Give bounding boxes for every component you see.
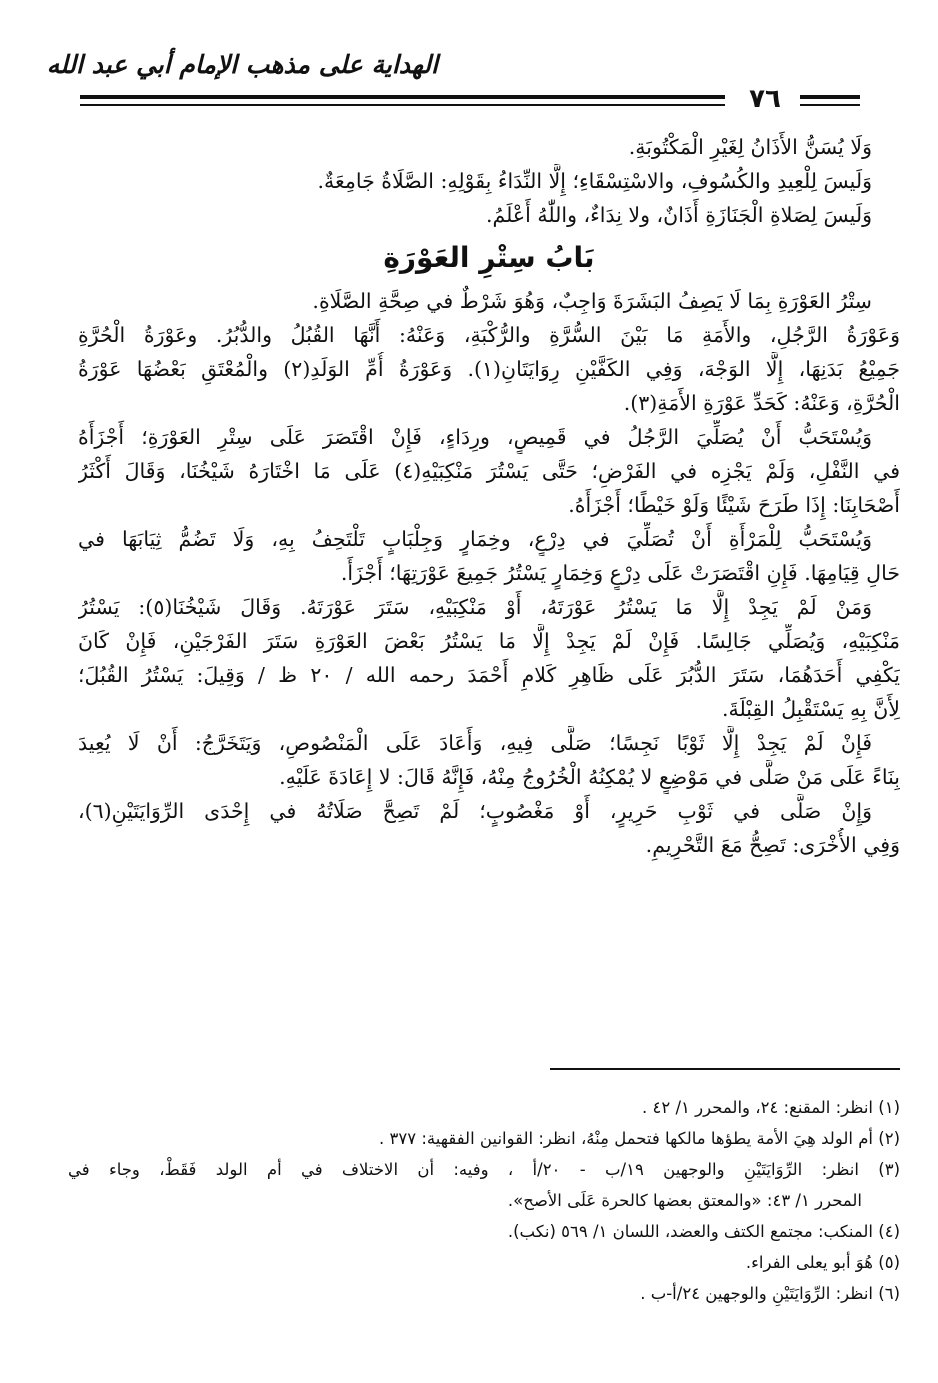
footnote: (٢) أم الولد هِيَ الأمة يطؤها مالكها فتحمل مِنْهُ، انظر: القوانين الفقهية: ٣٧٧ . (379, 1129, 900, 1148)
text-line: وَلَا يُسَنُّ الأَذَانُ لِغَيْرِ الْمَكْتُوبَةِ. (628, 135, 872, 159)
page-number: ٧٦ (749, 84, 781, 114)
text-line: أَصْحَابِنَا: إِذَا طَرَحَ شَيْئًا وَلَوْ خَيْطًا؛ أَجْزَأَهُ. (568, 493, 900, 517)
text-line: وَيُسْتَحَبُّ أَنْ يُصَلِّيَ الرَّجُلُ في قَمِيصٍ، ورِدَاءٍ، فَإِنْ اقْتَصَرَ عَلَى سِتْرِ العَوْرَةِ؛ أَجْزَأَهُ (78, 425, 872, 449)
footnote: (٣) انظر: الرِّوَايَتَيْنِ والوجهين ١٩/ب - ٢٠/أ ، وفيه: أن الاختلاف في أم الولد فَقَطْ، وجاء في (68, 1160, 900, 1179)
paragraph (78, 590, 900, 726)
footnote: (٤) المنكب: مجتمع الكتف والعضد، اللسان ١/ ٥٦٩ (نكب). (507, 1222, 900, 1241)
page-number-rule-bottom (800, 104, 860, 106)
text-line: في النَّفْلِ، وَلَمْ يَجْزِه في الفَرْضِ؛ حَتَّى يَسْتُرَ مَنْكِبَيْهِ(٤) عَلَى مَا اخْتَارَهُ شَيْخُنَا، وَقَالَ أَكْثَرُ (78, 459, 900, 483)
paragraph (78, 284, 900, 318)
text-line: الْحُرَّةِ، وَعَنْهُ: كَحَدِّ عَوْرَةِ الأَمَةِ(٣). (623, 391, 900, 415)
chapter-heading: بَابُ سِتْرِ العَوْرَةِ (383, 241, 595, 274)
footnote: (١) انظر: المقنع: ٢٤، والمحرر ١/ ٤٢ . (641, 1098, 900, 1117)
running-title: الهداية على مذهب الإمام أبي عبد الله (46, 50, 438, 79)
text-line: وَيُسْتَحَبُّ لِلْمَرْأَةِ أَنْ تُصَلِّيَ في دِرْعٍ، وخِمَارٍ وَجِلْبَابٍ تَلْتَحِفُ بِهِ، وَلَا تَضُمُّ ثِيَابَهَا في (78, 527, 872, 551)
text-line: فَإِنْ لَمْ يَجِدْ إِلَّا ثَوْبًا نَجِسًا؛ صَلَّى فِيهِ، وَأَعَادَ عَلَى الْمَنْصُوصِ، وَيَتَخَرَّجُ: أَنْ لَا يُعِيدَ (78, 731, 872, 755)
text-line: مَنْكِبَيْهِ، وَيُصَلِّي جَالِسًا. فَإِنْ لَمْ يَجِدْ إِلَّا مَا يَسْتُرُ بَعْضَ العَوْرَةِ سَتَرَ الفَرْجَيْنِ، فَإِنْ كَانَ (78, 629, 900, 653)
page-number-rule-top (800, 95, 860, 99)
text-line: لِأَنَّ بِهِ يَسْتَقْبِلُ القِبْلَةَ. (721, 697, 900, 721)
text-line: حَالِ قِيَامِهَا. فَإِنِ اقْتَصَرَتْ عَلَى دِرْعٍ وَخِمَارٍ يَسْتُرُ جَمِيعَ عَوْرَتِهَا؛ أَجْزَأَ. (340, 561, 900, 585)
text-line: وَفِي الأُخْرَى: تَصِحُّ مَعَ التَّحْرِيمِ. (645, 833, 900, 857)
text-line: وَإِنْ صَلَّى في ثَوْبِ حَرِيرٍ، أَوْ مَغْصُوبٍ؛ لَمْ تَصِحَّ صَلَاتُهُ في إِحْدَى الرِّوَايَتَيْنِ(٦)، (78, 799, 872, 823)
footnote-continuation: المحرر ١/ ٤٣: «والمعتق بعضها كالحرة عَلَى الأصح». (507, 1191, 862, 1210)
footnote: (٥) هُوَ أبو يعلى الفراء. (745, 1253, 900, 1272)
footnote: (٦) انظر: الرِّوَايَتَيْنِ والوجهين ٢٤/أ-ب . (640, 1284, 900, 1303)
text-line: وَمَنْ لَمْ يَجِدْ إِلَّا مَا يَسْتُرُ عَوْرَتَهُ، أَوْ مَنْكِبَيْهِ، سَتَرَ عَوْرَتَهُ. وَقَالَ شَيْخُنَا(٥): يَسْتُرُ (78, 595, 872, 619)
text-line: وَلَيسَ لِصَلاةِ الْجَنَازَةِ أَذَانٌ، ولا نِدَاءٌ، واللّٰهُ أَعْلَمُ. (485, 203, 872, 227)
text-line: جَمِيْعُ بَدَنِهَا، إِلَّا الوَجْهَ، وَفِي الكَفَّيْنِ رِوَايَتَانِ(١). وَعَوْرَةُ أُمِّ الوَلَدِ(٢) والْمُعْتَقِ بَعْضُهَا عَوْرَةُ (78, 357, 900, 381)
paragraph (78, 318, 900, 420)
footnotes (68, 1092, 900, 1309)
main-text (78, 130, 900, 862)
paragraph (78, 420, 900, 522)
header-rule-top (80, 95, 725, 99)
text-line: وَعَوْرَةُ الرَّجُلِ، والأَمَةِ مَا بَيْنَ السُّرَّةِ والرُّكْبَةِ، وَعَنْهُ: أَنَّهَا القُبُلُ والدُّبُرُ. وعَوْرَةُ الْحُرَّةِ (78, 323, 900, 347)
header-rule-bottom (80, 104, 725, 106)
text-line: يَكْفِي أَحَدَهُمَا، سَتَرَ الدُّبُرَ عَلَى ظَاهِرِ كَلامِ أَحْمَدَ رحمه الله / ٢٠ ظ / وَقِيلَ: يَسْتُرُ القُبُلَ؛ (78, 663, 900, 687)
footnote-separator (550, 1068, 900, 1070)
text-line: بِنَاءً عَلَى مَنْ صَلَّى في مَوْضِعٍ لا يُمْكِنُهُ الْخُرُوجُ مِنْهُ، فَإِنَّهُ قَالَ: لا إِعَادَةَ عَلَيْهِ. (279, 765, 900, 789)
paragraph (78, 794, 900, 862)
paragraph (78, 522, 900, 590)
paragraph (78, 726, 900, 794)
text-line: سِتْرُ العَوْرَةِ بِمَا لَا يَصِفُ البَشَرَةَ وَاجِبٌ، وَهُوَ شَرْطٌ في صِحَّةِ الصَّلَاةِ. (312, 289, 872, 313)
text-line: وَلَيسَ لِلْعِيدِ والكُسُوفِ، والاسْتِسْقَاءِ؛ إِلَّا النِّدَاءُ بِقَوْلِهِ: الصَّلَاةُ جَامِعَةٌ. (317, 169, 872, 193)
